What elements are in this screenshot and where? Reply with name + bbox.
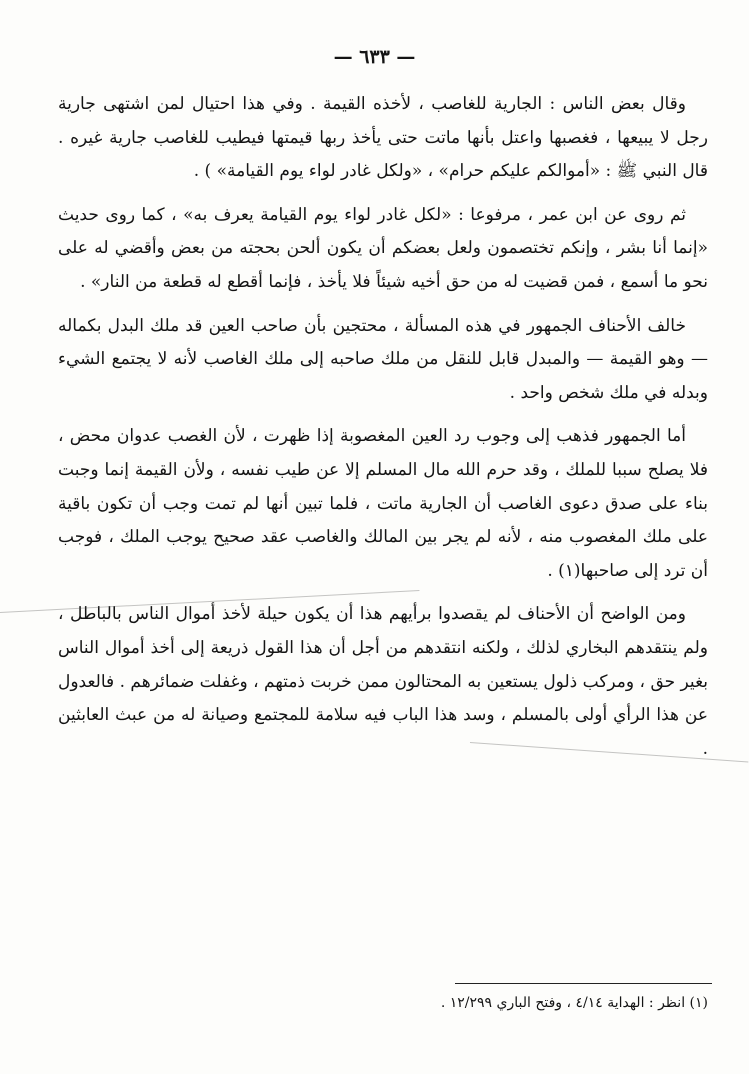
paragraph-1: وقال بعض الناس : الجارية للغاصب ، لأخذه القيمة . وفي هذا احتيال لمن اشتهى جارية رجل لا يبيعها ، فغصبها واعتل بأنها ماتت حتى يأخذ ربها قيمتها فيطيب للغاصب جارية غيره . قال النبي ﷺ : «أموالكم عليكم حرام» ، «ولكل غادر لواء يوم القيامة» ) . (58, 94, 708, 182)
paragraph-2: ثم روى عن ابن عمر ، مرفوعا : «لكل غادر لواء يوم القيامة يعرف به» ، كما روى حديث «إنما أنا بشر ، وإنكم تختصمون ولعل بعضكم أن يكون ألحن بحجته من بعض وأقضي له على نحو ما أسمع ، فمن قضيت له من حق أخيه شيئاً فلا يأخذ ، فإنما أقطع له قطعة من النار» . (58, 204, 708, 292)
paragraph-3: خالف الأحناف الجمهور في هذه المسألة ، محتجين بأن صاحب العين قد ملك البدل بكماله — وهو القيمة — والمبدل قابل للنقل من ملك صاحبه إلى ملك الغاصب لأنه لا يجتمع الشيء وبدله في ملك شخص واحد . (58, 315, 708, 403)
paragraph-5: ومن الواضح أن الأحناف لم يقصدوا برأيهم هذا أن يكون حيلة لأخذ أموال الناس بالباطل ، ولم ينتقدهم البخاري لذلك ، ولكنه انتقدهم من أجل أن هذا القول ذريعة إلى أخذ أموال الناس بغير حق ، ومركب ذلول يستعين به المحتالون ممن خربت ذمتهم ، وغفلت ضمائرهم . فالعدول عن هذا الرأي أولى بالمسلم ، وسد هذا الباب فيه سلامة للمجتمع وصيانة له من عبث العابثين . (58, 604, 708, 759)
body-text (58, 88, 708, 776)
footnote-separator (455, 983, 712, 984)
page-number: — ٦٣٣ — (333, 46, 416, 68)
footnote: (١) انظر : الهداية ٤/١٤ ، وفتح الباري ١٢/٢٩٩ . (440, 995, 708, 1011)
paragraph-4: أما الجمهور فذهب إلى وجوب رد العين المغصوبة إذا ظهرت ، لأن الغصب عدوان محض ، فلا يصلح سببا للملك ، وقد حرم الله مال المسلم إلا عن طيب نفسه ، ولأن القيمة إنما وجبت بناء على صدق دعوى الغاصب أن الجارية ماتت ، فلما تبين أنها لم تمت وجب أن تكون باقية على ملك المغصوب منه ، لأنه لم يجر بين المالك والغاصب عقد صحيح يوجب الملك ، فوجب أن ترد إلى صاحبها(١) . (58, 426, 708, 581)
